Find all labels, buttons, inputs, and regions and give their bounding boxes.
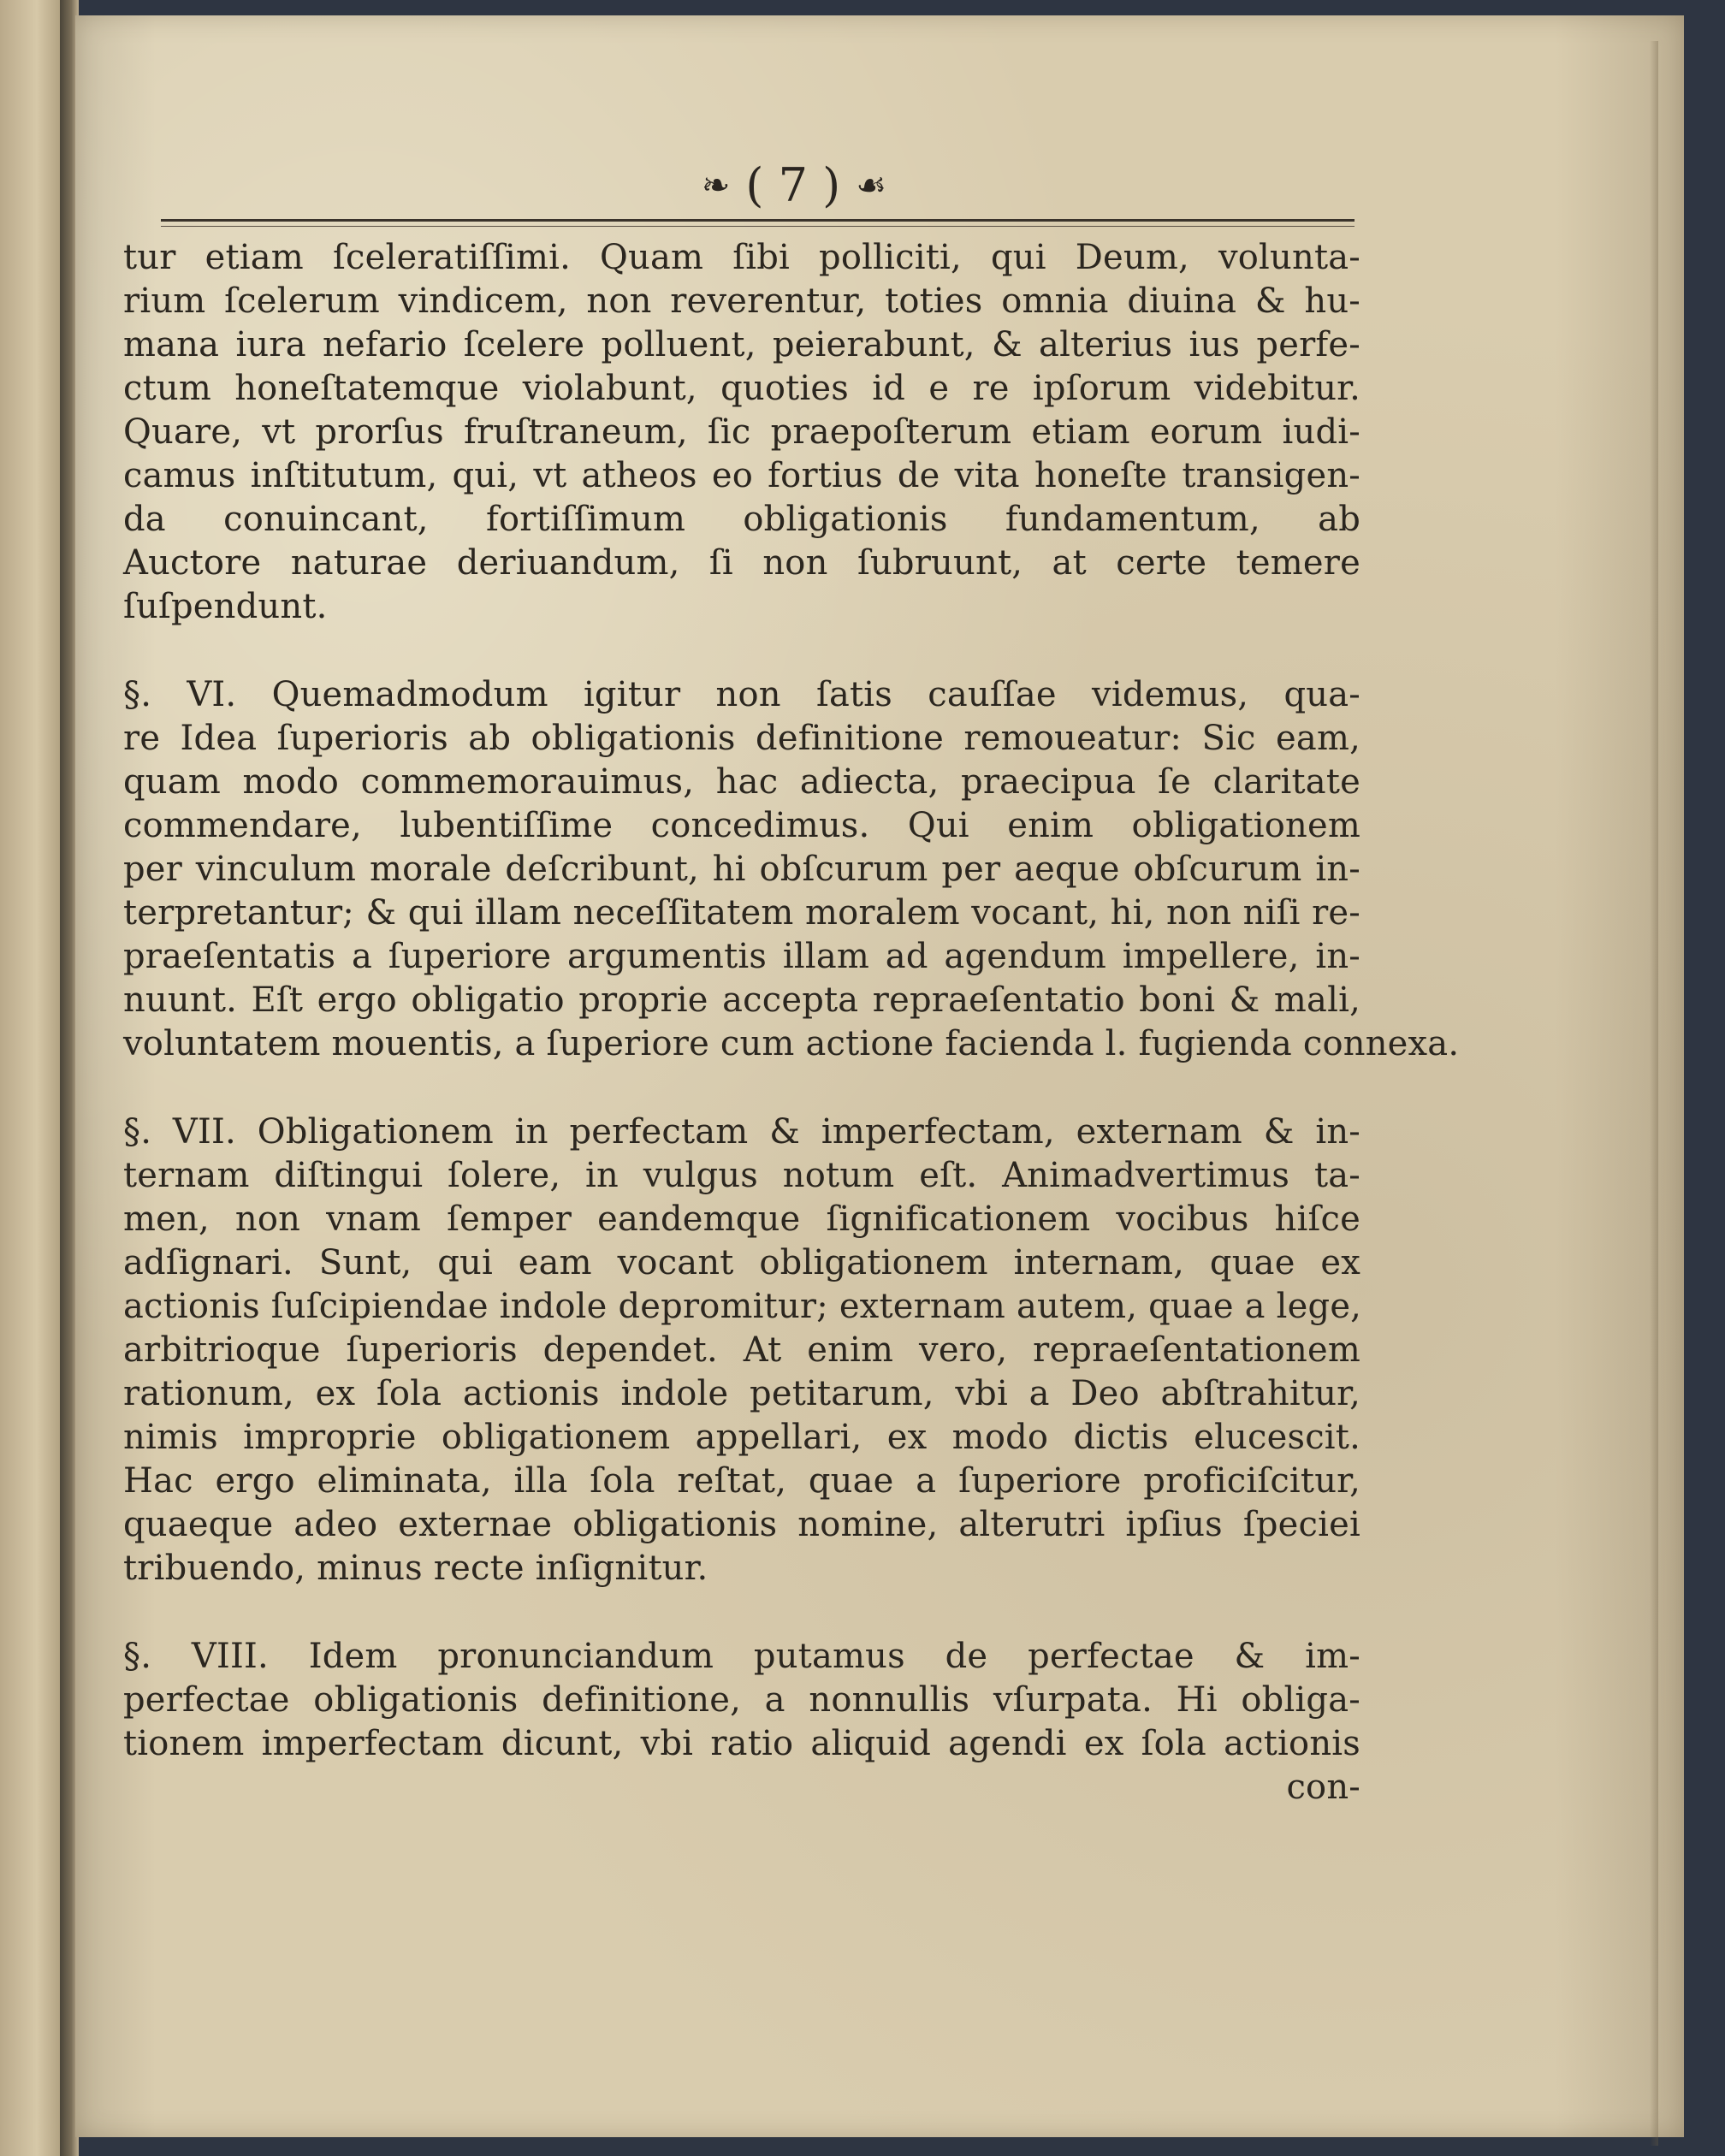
facing-page-edge	[0, 0, 67, 2156]
text-line: ctum honeſtatemque violabunt, quoties id e re ipſorum videbitur.	[123, 369, 1360, 408]
text-line: re Idea ſuperioris ab obligationis definitione remoueatur: Sic eam,	[123, 719, 1360, 758]
catchword: con-	[1286, 1768, 1360, 1807]
page-number: ( 7 )	[745, 158, 841, 212]
text-line: ſuſpendunt.	[123, 587, 328, 626]
paragraph-section-vi	[123, 673, 1460, 1066]
text-line: terpretantur; & qui illam neceſſitatem moralem vocant, hi, non niſi re-	[123, 893, 1360, 933]
text-line: rium ſcelerum vindicem, non reverentur, toties omnia diuina & hu-	[123, 281, 1360, 321]
text-line: perfectae obligationis definitione, a nonnullis vſurpata. Hi obliga-	[123, 1680, 1360, 1720]
text-line: Quare, vt prorſus fruſtraneum, ſic praepoſterum etiam eorum iudi-	[123, 412, 1360, 452]
page-header	[623, 144, 965, 221]
text-line: ternam diſtingui ſolere, in vulgus notum eſt. Animadvertimus ta-	[123, 1156, 1360, 1195]
text-line: per vinculum morale deſcribunt, hi obſcurum per aeque obſcurum in-	[123, 850, 1360, 889]
text-line: Hac ergo eliminata, illa ſola reſtat, quae a ſuperiore proficiſcitur,	[123, 1461, 1360, 1501]
text-line: commendare, lubentiſſime concedimus. Qui enim obligationem	[123, 806, 1360, 845]
text-line: actionis ſuſcipiendae indole depromitur; externam autem, quae a lege,	[123, 1287, 1362, 1326]
text-line: mana iura nefario ſcelere polluent, peierabunt, & alterius ius perfe-	[123, 325, 1360, 364]
text-line: rationum, ex ſola actionis indole petitarum, vbi a Deo abſtrahitur,	[123, 1374, 1360, 1413]
text-line: Auctore naturae deriuandum, ſi non ſubruunt, at certe temere	[123, 543, 1360, 583]
text-line: camus inſtitutum, qui, vt atheos eo fortius de vita honeſte transigen-	[123, 456, 1360, 495]
text-line: nimis improprie obligationem appellari, ex modo dictis elucescit.	[123, 1418, 1360, 1457]
text-line: da conuincant, fortiſſimum obligationis fundamentum, ab	[123, 500, 1360, 539]
paragraph-1	[123, 236, 1360, 629]
text-line: quam modo commemorauimus, hac adiecta, praecipua ſe claritate	[123, 762, 1360, 802]
text-line: nuunt. Eſt ergo obligatio proprie accepta repraeſentatio boni & mali,	[123, 980, 1360, 1020]
header-rule-thin	[161, 226, 1355, 227]
text-line: arbitrioque ſuperioris dependet. At enim vero, repraeſentationem	[123, 1330, 1360, 1370]
text-line: men, non vnam ſemper eandemque ſignificationem vocibus hiſce	[123, 1199, 1360, 1239]
text-line: voluntatem mouentis, a ſuperiore cum actione facienda l. fugienda connexa.	[123, 1024, 1460, 1063]
page-shadow-edge	[1650, 41, 1658, 2146]
text-line: quaeque adeo externae obligationis nomine, alterutri ipſius ſpeciei	[123, 1505, 1360, 1544]
text-line: praeſentatis a ſuperiore argumentis illam ad agendum impellere, in-	[123, 937, 1360, 976]
text-line: tionem imperfectam dicunt, vbi ratio aliquid agendi ex ſola actionis	[123, 1724, 1360, 1763]
ornament-left-icon: ❧	[701, 166, 731, 205]
ornament-right-icon: ☙	[856, 166, 887, 205]
paragraph-section-viii	[123, 1635, 1360, 1810]
text-line: §. VI. Quemadmodum igitur non ſatis cauſſae videmus, qua-	[123, 675, 1360, 714]
text-line: §. VII. Obligationem in perfectam & imperfectam, externam & in-	[123, 1112, 1360, 1152]
text-line: §. VIII. Idem pronunciandum putamus de perfectae & im-	[123, 1637, 1360, 1676]
body-text	[123, 236, 1460, 1810]
paragraph-section-vii	[123, 1111, 1360, 1590]
text-line: adſignari. Sunt, qui eam vocant obligationem internam, quae ex	[123, 1243, 1360, 1282]
book-page	[75, 15, 1684, 2137]
text-line: tur etiam ſceleratiſſimi. Quam ſibi polliciti, qui Deum, volunta-	[123, 238, 1360, 277]
text-line: tribuendo, minus recte inſignitur.	[123, 1549, 708, 1588]
header-rule	[161, 219, 1355, 222]
